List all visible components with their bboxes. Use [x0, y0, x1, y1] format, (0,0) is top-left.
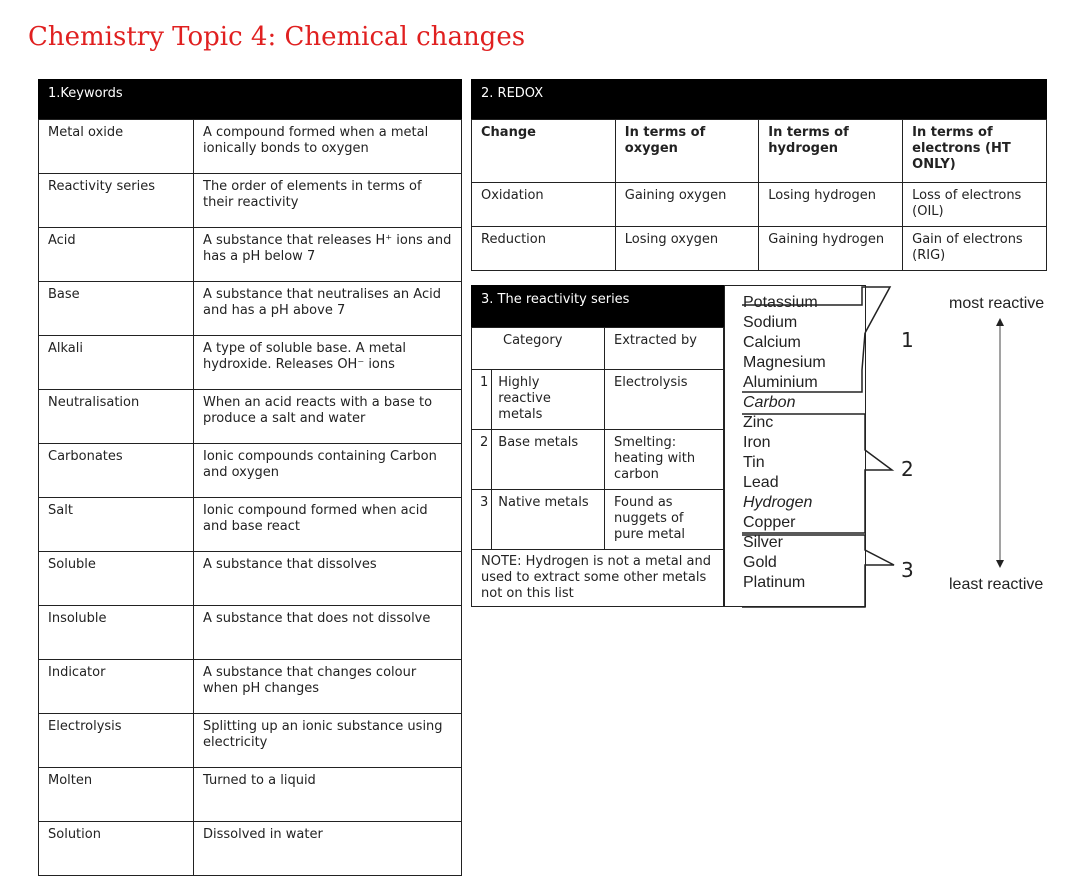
most-reactive-label: most reactive	[949, 295, 1045, 312]
keyword-definition: Ionic compounds containing Carbon and oxygen	[194, 444, 462, 498]
keywords-header: 1.Keywords	[38, 79, 462, 119]
metal-item: Hydrogen	[743, 494, 813, 511]
redox-col-hydrogen: In terms of hydrogen	[759, 120, 903, 183]
metal-item: Lead	[743, 474, 779, 491]
keyword-definition: When an acid reacts with a base to produce a salt and water	[194, 390, 462, 444]
keyword-row	[39, 228, 462, 282]
keyword-definition: Splitting up an ionic substance using electricity	[194, 714, 462, 768]
keyword-row	[39, 390, 462, 444]
rs-category: Highly reactive metals	[492, 370, 605, 430]
rs-col-category: Category	[472, 328, 605, 370]
keyword-term: Insoluble	[39, 606, 194, 660]
keyword-definition: Dissolved in water	[194, 822, 462, 876]
keyword-definition: A substance that neutralises an Acid and has a pH above 7	[194, 282, 462, 336]
redox-col-change: Change	[472, 120, 616, 183]
keyword-term: Indicator	[39, 660, 194, 714]
metal-item: Aluminium	[743, 374, 818, 391]
keyword-definition: A substance that releases H⁺ ions and has a pH below 7	[194, 228, 462, 282]
keyword-term: Molten	[39, 768, 194, 822]
metal-item: Copper	[743, 514, 796, 531]
keyword-term: Reactivity series	[39, 174, 194, 228]
keyword-row	[39, 768, 462, 822]
keyword-definition: A compound formed when a metal ionically bonds to oxygen	[194, 120, 462, 174]
redox-col-electrons: In terms of electrons (HT ONLY)	[903, 120, 1047, 183]
reactivity-header: 3. The reactivity series	[471, 285, 724, 327]
keyword-term: Metal oxide	[39, 120, 194, 174]
redox-header: 2. REDOX	[471, 79, 1047, 119]
keyword-definition: A substance that changes colour when pH changes	[194, 660, 462, 714]
keyword-term: Neutralisation	[39, 390, 194, 444]
keyword-term: Electrolysis	[39, 714, 194, 768]
metal-item: Calcium	[743, 334, 801, 351]
rs-method: Electrolysis	[605, 370, 724, 430]
keyword-row	[39, 282, 462, 336]
keyword-definition: A substance that dissolves	[194, 552, 462, 606]
bracket-group-1-bottom	[742, 333, 865, 392]
rs-method: Smelting: heating with carbon	[605, 430, 724, 490]
metal-item: Tin	[743, 454, 765, 471]
rs-method: Found as nuggets of pure metal	[605, 490, 724, 550]
redox-cell: Losing oxygen	[615, 227, 759, 271]
reactivity-note: NOTE: Hydrogen is not a metal and used to extract some other metals not on this list	[481, 554, 711, 601]
keyword-row	[39, 336, 462, 390]
keyword-term: Solution	[39, 822, 194, 876]
metal-item: Gold	[743, 554, 777, 571]
keyword-row	[39, 498, 462, 552]
keyword-row	[39, 822, 462, 876]
rs-row-number: 3	[472, 490, 492, 550]
keyword-term: Salt	[39, 498, 194, 552]
redox-cell: Oxidation	[472, 183, 616, 227]
keyword-definition: Turned to a liquid	[194, 768, 462, 822]
metal-item: Platinum	[743, 574, 806, 591]
bracket-group-3	[742, 535, 894, 607]
rs-row-number: 1	[472, 370, 492, 430]
reactivity-table	[471, 327, 724, 550]
metal-item: Zinc	[743, 414, 774, 431]
keyword-definition: A type of soluble base. A metal hydroxide. Releases OH⁻ ions	[194, 336, 462, 390]
redox-cell: Gaining hydrogen	[759, 227, 903, 271]
rs-category: Base metals	[492, 430, 605, 490]
redox-cell: Losing hydrogen	[759, 183, 903, 227]
redox-cell: Gain of electrons (RIG)	[903, 227, 1047, 271]
group-number-1: 1	[901, 328, 914, 352]
metal-item: Magnesium	[743, 354, 826, 371]
reactivity-arrow-icon	[990, 318, 1010, 568]
metal-item: Iron	[743, 434, 771, 451]
keyword-row	[39, 444, 462, 498]
keyword-row	[39, 660, 462, 714]
metal-item: Carbon	[743, 394, 796, 411]
redox-cell: Reduction	[472, 227, 616, 271]
metal-item: Sodium	[743, 314, 798, 331]
redox-cell: Loss of electrons (OIL)	[903, 183, 1047, 227]
keyword-term: Soluble	[39, 552, 194, 606]
bracket-group-2	[742, 414, 892, 533]
keyword-term: Carbonates	[39, 444, 194, 498]
group-brackets	[720, 280, 930, 610]
keyword-definition: Ionic compound formed when acid and base react	[194, 498, 462, 552]
group-number-2: 2	[901, 457, 914, 481]
bracket-group-1	[742, 287, 890, 333]
group-number-3: 3	[901, 558, 914, 582]
keyword-definition: The order of elements in terms of their reactivity	[194, 174, 462, 228]
keyword-definition: A substance that does not dissolve	[194, 606, 462, 660]
rs-category: Native metals	[492, 490, 605, 550]
rs-row-number: 2	[472, 430, 492, 490]
least-reactive-label: least reactive	[949, 576, 1044, 593]
keywords-table	[38, 119, 462, 876]
page-title: Chemistry Topic 4: Chemical changes	[28, 22, 526, 52]
redox-table	[471, 119, 1047, 271]
keyword-row	[39, 552, 462, 606]
redox-col-oxygen: In terms of oxygen	[615, 120, 759, 183]
keyword-term: Alkali	[39, 336, 194, 390]
keyword-row	[39, 714, 462, 768]
keyword-term: Base	[39, 282, 194, 336]
metal-item: Potassium	[743, 294, 818, 311]
keyword-row	[39, 174, 462, 228]
redox-cell: Gaining oxygen	[615, 183, 759, 227]
rs-col-method: Extracted by	[605, 328, 724, 370]
metal-item: Silver	[743, 534, 784, 551]
keyword-row	[39, 606, 462, 660]
keyword-term: Acid	[39, 228, 194, 282]
keyword-row	[39, 120, 462, 174]
